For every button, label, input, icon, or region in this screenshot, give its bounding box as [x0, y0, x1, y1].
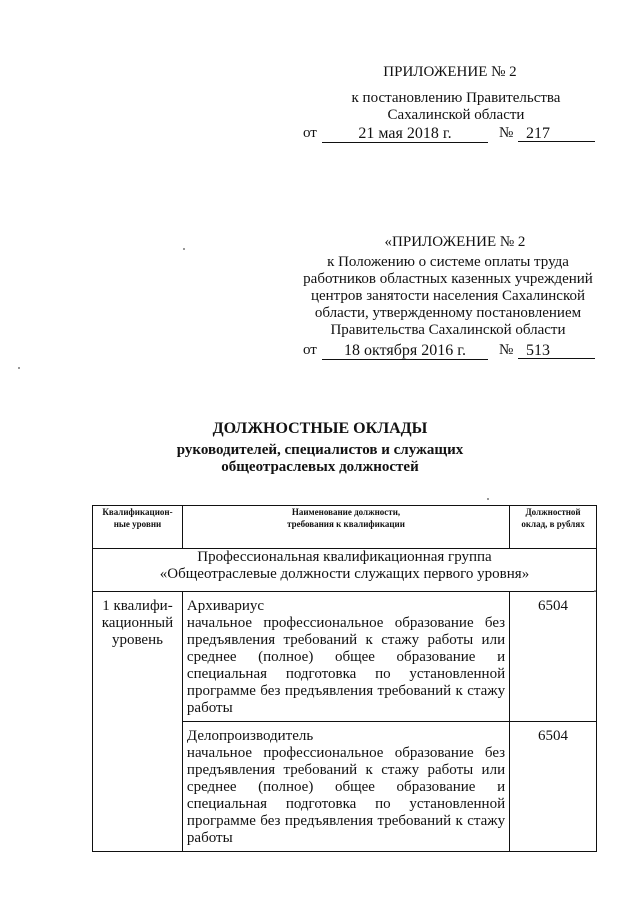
qualification-group-name: Профессиональная квалификационная группа «Общеотраслевые должности служащих первого уровня»: [93, 549, 597, 592]
appendix-1-date: 21 мая 2018 г.: [322, 125, 488, 143]
table-row: [93, 592, 597, 722]
appendix-2-line5: Правительства Сахалинской области: [330, 322, 566, 338]
position-cell: [182, 592, 509, 722]
appendix-1-block: [300, 64, 600, 124]
document-title: ДОЛЖНОСТНЫЕ ОКЛАДЫ: [212, 420, 428, 437]
appendix-1-line1: к постановлению Правительства: [351, 90, 561, 106]
appendix-2-from-label: от: [303, 342, 317, 358]
scan-speck: [18, 367, 20, 369]
salary-table: [92, 505, 597, 852]
appendix-2-line2: работников областных казенных учреждений: [303, 271, 593, 287]
appendix-2-line1: к Положению о системе оплаты труда: [327, 254, 569, 270]
qualification-level-cell: 1 квалифи- кационный уровень: [93, 592, 183, 852]
appendix-1-line2: Сахалинской области: [387, 107, 525, 123]
appendix-1-from-label: от: [303, 125, 317, 141]
appendix-2-line4: области, утвержденному постановлением: [314, 305, 582, 321]
document-subtitle-line2: общеотраслевых должностей: [221, 459, 419, 475]
appendix-2-number-label: №: [499, 342, 514, 358]
scan-speck: [183, 248, 185, 250]
table-group-row: [93, 549, 597, 592]
header-position-name: Наименование должности, требования к квалификации: [182, 506, 509, 549]
salary-cell: 6504: [510, 592, 597, 722]
position-requirements: начальное профессиональное образование без предъявления требований к стажу работы или среднее (полное) общее образование и специальная подготовка по установленной программе без предъявления требований к стажу работы: [186, 615, 506, 716]
header-qualification-levels: Квалификацион- ные уровни: [93, 506, 183, 549]
appendix-2-date: 18 октября 2016 г.: [322, 342, 488, 360]
position-name: Делопроизводитель: [186, 728, 314, 744]
header-salary: Должностной оклад, в рублях: [510, 506, 597, 549]
appendix-2-title: «ПРИЛОЖЕНИЕ № 2: [384, 234, 526, 250]
position-cell: [182, 722, 509, 852]
appendix-1-number: 217: [518, 125, 595, 142]
position-name: Архивариус: [186, 598, 265, 614]
scan-speck: [594, 590, 596, 592]
position-requirements: начальное профессиональное образование без предъявления требований к стажу работы или среднее (полное) общее образование и специальная подготовка по установленной программе без предъявления требований к стажу работы: [186, 745, 506, 846]
salary-cell: 6504: [510, 722, 597, 852]
appendix-2-block: [296, 234, 600, 339]
document-subtitle-line1: руководителей, специалистов и служащих: [176, 442, 464, 458]
scan-speck: [487, 498, 489, 500]
appendix-1-title: ПРИЛОЖЕНИЕ № 2: [383, 64, 517, 80]
appendix-2-line3: центров занятости населения Сахалинской: [310, 288, 586, 304]
appendix-2-number: 513: [518, 342, 595, 359]
table-header-row: [93, 506, 597, 549]
appendix-1-number-label: №: [499, 125, 514, 141]
